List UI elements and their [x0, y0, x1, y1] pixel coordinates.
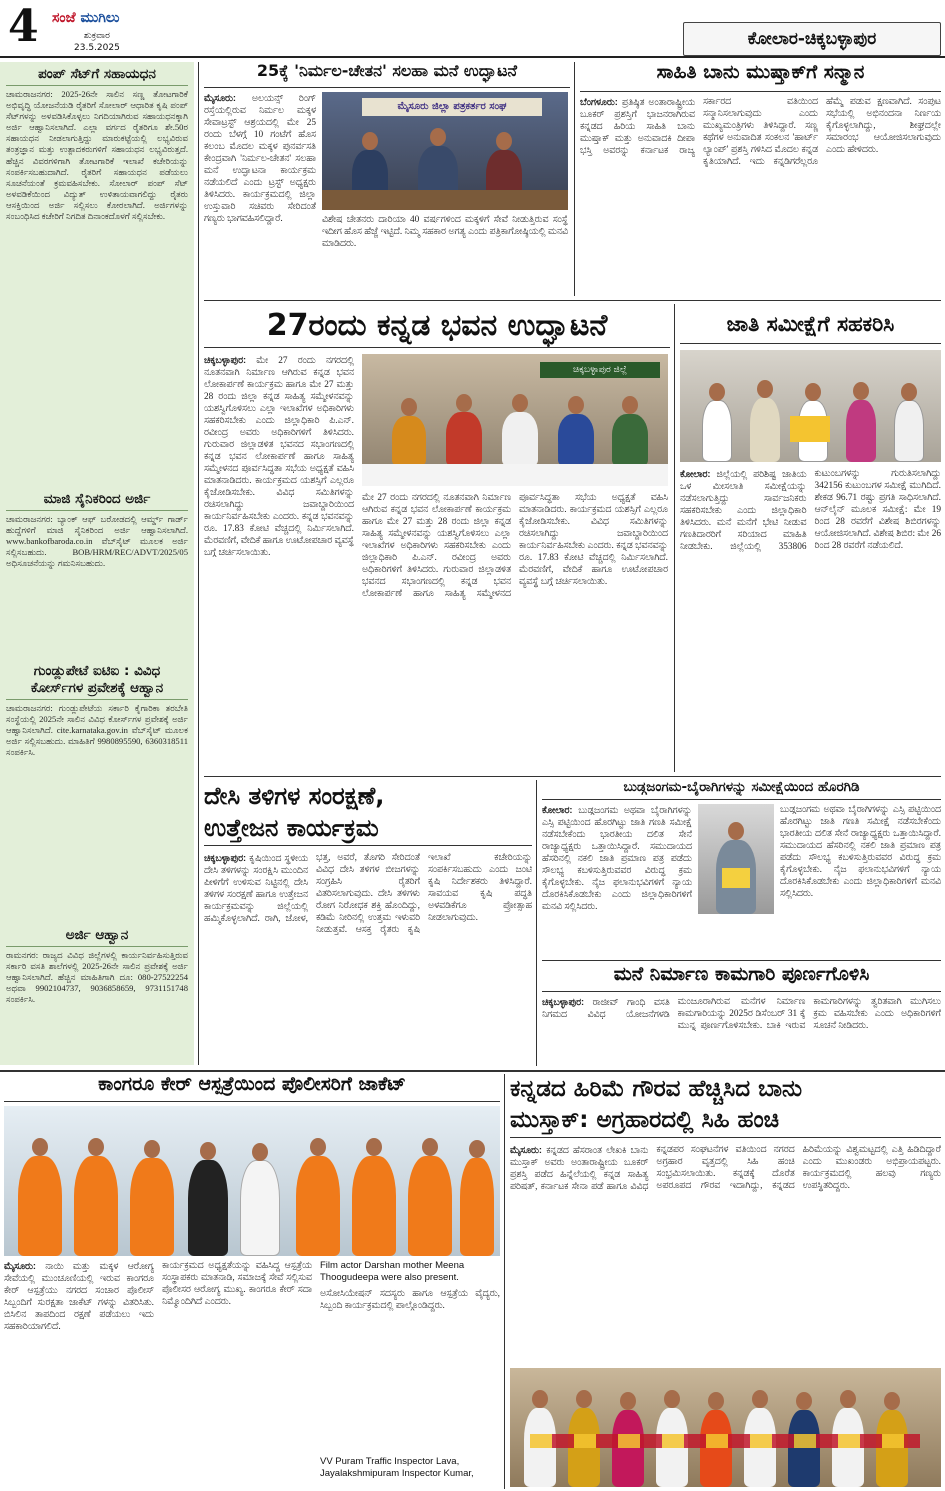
poster-strip — [530, 1434, 920, 1448]
article-headline: 27ರಂದು ಕನ್ನಡ ಭವನ ಉದ್ಘಾಟನೆ — [204, 304, 670, 348]
headline-line: ದೇಸಿ ತಳಿಗಳ ಸಂರಕ್ಷಣೆ, — [204, 782, 385, 810]
article-text — [510, 1144, 941, 1364]
row-rule — [204, 300, 941, 301]
photo-banner: ಮೈಸೂರು ಜಿಲ್ಲಾ ಪತ್ರಕರ್ತರ ಸಂಘ — [362, 98, 542, 116]
column-rule — [536, 780, 537, 1066]
article-text-part: ಅಲಯನ್ಸ್ ರಿಂಗ್ ರಸ್ತೆಯಲ್ಲಿರುವ ನಿರ್ಮಲ ಮಕ್ಕಳ ಸೇವಾಟ್ರಸ್ಟ್ ಆಶ್ರಯದಲ್ಲಿ ಮೇ 25 ರಂದು ಬೆಳಗ್ಗೆ 10 ಗಂಟೆಗೆ ಹೊಸ ಕಲಂಬ ಮೊದಲ ಮಕ್ಕಳ ಪುನರ್ವಸತಿ ಕೇಂದ್ರವಾಗಿ 'ನಿರ್ಮಲ-ಚೇತನ' ಸಲಹಾ ಮನೆ ಉದ್ಘಾಟನಾ ಕಾರ್ಯಕ್ರಮ ನಡೆಯಲಿದೆ ಎಂದು ಟ್ರಸ್ಟ್ ಅಧ್ಯಕ್ಷರು ತಿಳಿಸಿದರು. ಕಾರ್ಯಕ್ರಮದಲ್ಲಿ ಜಿಲ್ಲಾ ಉಸ್ತುವಾರಿ ಸಚಿವರು ಸೇರಿದಂತೆ ಗಣ್ಯರು ಭಾಗವಹಿಸಲಿದ್ದಾರೆ. — [204, 94, 316, 224]
article-text-part: ವಿಶೇಷ ಚೇತನರು ದಾರಿಯಾ 40 ವರ್ಷಗಳಿಂದ ಮಕ್ಕಳಿಗೆ ಸೇವೆ ನೀಡುತ್ತಿರುವ ಸಂಸ್ಥೆ ಇದೀಗ ಹೊಸ ಹೆಜ್ಜೆ ಇಟ್ಟಿದೆ. ನಿಮ್ಮ ಸಹಕಾರ ಅಗತ್ಯ ಎಂದು ಪತ್ರಿಕಾಗೋಷ್ಠಿಯಲ್ಲಿ ಮನವಿ ಮಾಡಿದರು. — [322, 215, 568, 249]
article-headline: ಜಾತಿ ಸಮೀಕ್ಷೆಗೆ ಸಹಕರಿಸಿ — [680, 304, 941, 344]
left-item-headline: ಮಾಜಿ ಸೈನಿಕರಿಂದ ಅರ್ಜಿ — [6, 487, 188, 511]
article-headline: ಸಾಹಿತಿ ಬಾನು ಮುಷ್ತಾಕ್‌ಗೆ ಸನ್ಮಾನ — [580, 62, 941, 92]
article-caste-survey — [680, 304, 941, 772]
article-nirmala — [204, 62, 570, 296]
column-rule — [198, 62, 199, 1065]
police-figure — [352, 1156, 396, 1256]
article-text — [204, 354, 354, 768]
article-kannada-bhavana — [204, 304, 670, 772]
article-dateline: ಚಿಕ್ಕಬಳ್ಳಾಪುರ: — [204, 853, 247, 863]
article-headline — [204, 780, 532, 846]
article-text-part: ನಾಯಿ ಮತ್ತು ಮಕ್ಕಳ ಆರೋಗ್ಯ ಸೇವೆಯಲ್ಲಿ ಮುಂಚೂಣಿಯಲ್ಲಿ ಇರುವ ಕಾಂಗರೂ ಕೇರ್ ಆಸ್ಪತ್ರೆಯು ನಗರದ ಸಂಚಾರ ಪೊಲೀಸ್ ಸಿಬ್ಬಂದಿಗೆ ಸುರಕ್ಷತಾ ಜಾಕೆಟ್ ಗಳನ್ನು ವಿತರಿಸಿತು. ಬಿಸಿಲಿನ ತಾಪದಿಂದ ರಕ್ಷಣೆ ಪಡೆಯಲು ಇದು ಸಹಕಾರಿಯಾಗಲಿದೆ. — [4, 1262, 154, 1332]
person-figure — [612, 1410, 644, 1487]
article-text-continued: ಮೇ 27 ರಂದು ನಗರದಲ್ಲಿ ನೂತನವಾಗಿ ನಿರ್ಮಾಣ ಆಗಿರುವ ಕನ್ನಡ ಭವನ ಲೋಕಾರ್ಪಣೆ ಕಾರ್ಯಕ್ರಮ ಹಾಗೂ ಮೇ 27 ಮತ್ತು 28 ರಂದು ಜಿಲ್ಲಾ ಕನ್ನಡ ಸಾಹಿತ್ಯ ಸಮ್ಮೇಳನವನ್ನು ಯಶಸ್ವಿಗೊಳಿಸಲು ಎಲ್ಲಾ ಇಲಾಖೆಗಳ ಅಧಿಕಾರಿಗಳು ಸಹಕರಿಸಬೇಕು ಎಂದು ಜಿಲ್ಲಾಧಿಕಾರಿ ಪಿ.ಎನ್. ರವೀಂದ್ರ ಅವರು ಅಧಿಕಾರಿಗಳಿಗೆ ತಿಳಿಸಿದರು. ಗುರುವಾರ ಜಿಲ್ಲಾಡಳಿತ ಭವನದ ಸಭಾಂಗಣದಲ್ಲಿ ಕನ್ನಡ ಭವನ ಲೋಕಾರ್ಪಣೆ ಹಾಗೂ ಸಾಹಿತ್ಯ ಸಮ್ಮೇಳನದ ಪೂರ್ವಸಿದ್ಧತಾ ಸಭೆಯ ಅಧ್ಯಕ್ಷತೆ ವಹಿಸಿ ಮಾತನಾಡಿದರು. ಕಾರ್ಯಕ್ರಮದ ಯಶಸ್ಸಿಗೆ ಎಲ್ಲರೂ ಕೈಜೋಡಿಸಬೇಕು. ವಿವಿಧ ಸಮಿತಿಗಳನ್ನು ರಚಿಸಲಾಗಿದ್ದು ಜವಾಬ್ದಾರಿಯಿಂದ ಕಾರ್ಯನಿರ್ವಹಿಸಬೇಕು ಎಂದರು. ಕನ್ನಡ ಭವನವನ್ನು ರೂ. 17.83 ಕೋಟಿ ವೆಚ್ಚದಲ್ಲಿ ನಿರ್ಮಿಸಲಾಗಿದೆ. ಮೆರವಣಿಗೆ, ವೇದಿಕೆ ಹಾಗೂ ಊಟೋಪಚಾರ ವ್ಯವಸ್ಥೆ ಬಗ್ಗೆ ಚರ್ಚಿಸಲಾಯಿತು. — [362, 493, 668, 599]
person-figure — [894, 400, 924, 462]
article-text — [580, 96, 941, 292]
left-item-text: ಚಾಮರಾಜನಗರ: ಬ್ಯಾಂಕ್ ಆಫ್ ಬರೋಡದಲ್ಲಿ ಆರ್ಮ್ಡ್ ಗಾರ್ಡ್ ಹುದ್ದೆಗಳಿಗೆ ಮಾಜಿ ಸೈನಿಕರಿಂದ ಅರ್ಜಿ ಆಹ್ವಾನಿಸಲಾಗಿದೆ. www.bankofbaroda.co.in ವೆಬ್‌ಸೈಟ್ ಮೂಲಕ ಅರ್ಜಿ ಸಲ್ಲಿಸಬಹುದು. BOB/HRM/REC/ADVT/2025/05 ಅಧಿಸೂಚನೆಯನ್ನು ಗಮನಿಸಬಹುದು. — [6, 514, 188, 569]
logo-part-2: ಮುಗಿಲು — [80, 10, 120, 26]
issue-date: 23.5.2025 — [74, 43, 120, 53]
article-text — [204, 852, 532, 1062]
memo-prop — [722, 868, 750, 888]
logo-part-1: ಸಂಜೆ — [52, 10, 76, 26]
row-rule — [0, 1070, 945, 1072]
english-caption: Film actor Darshan mother Meena Thoogudeepa were also present. — [320, 1260, 465, 1283]
article-text-part: ರಾಜೀವ್ ಗಾಂಧಿ ವಸತಿ ನಿಗಮದ ವಿವಿಧ ಯೋಜನೆಗಳಡಿ ಮಂಜೂರಾಗಿರುವ ಮನೆಗಳ ನಿರ್ಮಾಣ ಕಾಮಗಾರಿಯನ್ನು 2025ರ ಡಿಸೆಂಬರ್ 31 ಕ್ಕೆ ಮುನ್ನ ಪೂರ್ಣಗೊಳಿಸಬೇಕು. ಬಾಕಿ ಇರುವ ಕಾಮಗಾರಿಗಳನ್ನು ತ್ವರಿತವಾಗಿ ಮುಗಿಸಲು ಕ್ರಮ ವಹಿಸಬೇಕು ಎಂದು ಅಧಿಕಾರಿಗಳಿಗೆ ಸೂಚನೆ ನೀಡಿದರು. — [542, 997, 941, 1031]
column-rule — [574, 62, 575, 296]
police-figure — [460, 1158, 494, 1256]
article-headline: 25ಕ್ಕೆ 'ನಿರ್ಮಲ-ಚೇತನ' ಸಲಹಾ ಮನೆ ಉದ್ಘಾಟನೆ — [204, 62, 570, 88]
person-figure — [612, 414, 648, 466]
celebration-photo — [510, 1368, 941, 1487]
article-kangaroo-care — [4, 1074, 500, 1489]
english-caption: VV Puram Traffic Inspector Lava, Jayalakshmipuram Inspector Kumar, — [320, 1456, 474, 1479]
person-figure — [750, 398, 780, 462]
issue-date-block — [74, 30, 120, 54]
police-figure — [18, 1156, 62, 1256]
protester-photo — [698, 804, 774, 914]
column-rule — [674, 304, 675, 772]
person-figure — [188, 1160, 228, 1256]
newspaper-logo — [52, 6, 162, 30]
article-headline: ಕಾಂಗರೂ ಕೇರ್ ಆಸ್ಪತ್ರೆಯಿಂದ ಪೊಲೀಸರಿಗೆ ಜಾಕೆಟ್ — [4, 1074, 500, 1102]
article-headline: ಬುಡ್ಗಜಂಗಮ-ಬೈರಾಗಿಗಳನ್ನು ಸಮೀಕ್ಷೆಯಿಂದ ಹೊರಗಿಡಿ — [542, 780, 941, 800]
article-dateline: ಮೈಸೂರು: — [510, 1145, 543, 1155]
article-text-continued: ಅಸೋಸಿಯೇಷನ್ ಸದಸ್ಯರು ಹಾಗೂ ಆಸ್ಪತ್ರೆಯ ವೈದ್ಯರು, ಸಿಬ್ಬಂದಿ ಕಾರ್ಯಕ್ರಮದಲ್ಲಿ ಪಾಲ್ಗೊಂಡಿದ್ದರು. — [320, 1289, 500, 1311]
headline-line: ಕನ್ನಡದ ಹಿರಿಮೆ ಗೌರವ ಹೆಚ್ಚಿಸಿದ ಬಾನು — [510, 1076, 803, 1102]
poster-prop — [790, 416, 830, 442]
article-text-part: ಪ್ರತಿಷ್ಠಿತ ಅಂತಾರಾಷ್ಟ್ರೀಯ ಬೂಕರ್ ಪ್ರಶಸ್ತಿಗೆ ಭಾಜನರಾಗಿರುವ ಕನ್ನಡದ ಹಿರಿಯ ಸಾಹಿತಿ ಬಾನು ಮುಷ್ತಾಕ್ ಮತ್ತು ಅನುವಾದಕಿ ದೀಪಾ ಭಸ್ತಿ ಅವರನ್ನು ಕರ್ನಾಟಕ ರಾಜ್ಯ ಸರ್ಕಾರದ ವತಿಯಿಂದ ಸನ್ಮಾನಿಸಲಾಗುವುದು ಎಂದು ಮುಖ್ಯಮಂತ್ರಿಗಳು ತಿಳಿಸಿದ್ದಾರೆ. ಸಣ್ಣ ಕಥೆಗಳ ಅನುವಾದಿತ ಸಂಕಲನ 'ಹಾರ್ಟ್ ಲ್ಯಾಂಪ್' ಪ್ರಶಸ್ತಿ ಗಳಿಸಿದ ಮೊದಲ ಕನ್ನಡ ಕೃತಿಯಾಗಿದೆ. ಇದು ಕನ್ನಡಿಗರೆಲ್ಲರೂ ಹೆಮ್ಮೆ ಪಡುವ ಕ್ಷಣವಾಗಿದೆ. ಸಂಪುಟ ಸಭೆಯಲ್ಲಿ ಅಭಿನಂದನಾ ನಿರ್ಣಯ ಕೈಗೊಳ್ಳಲಾಗಿದ್ದು, ಶೀಘ್ರದಲ್ಲೇ ಸಮಾರಂಭ ಆಯೋಜಿಸಲಾಗುವುದು ಎಂದು ಹೇಳಿದರು. — [580, 97, 941, 167]
left-item-text: ಚಾಮರಾಜನಗರ: 2025-26ನೇ ಸಾಲಿನ ಸಣ್ಣ ತೋಟಗಾರಿಕೆ ಅಭಿವೃದ್ಧಿ ಯೋಜನೆಯಡಿ ರೈತರಿಗೆ ಸೋಲಾರ್ ಆಧಾರಿತ ಕೃಷಿ ಪಂಪ್ ಸೆಟ್‌ಗಳನ್ನು ಅಳವಡಿಸಿಕೊಳ್ಳಲು ನಿಗದಿಯಾಗಿರುವ ಸಹಾಯಧನಕ್ಕಾಗಿ ಅರ್ಜಿ ಆಹ್ವಾನಿಸಲಾಗಿದೆ. ಎಲ್ಲಾ ವರ್ಗದ ರೈತರಿಗೂ ಶೇ.50ರ ಸಹಾಯಧನ ನೀಡಲಾಗುತ್ತಿದ್ದು ಮಾರುಕಟ್ಟೆಯಲ್ಲಿ ಲಭ್ಯವಿರುವ ತಂತ್ರಜ್ಞಾನ ಮತ್ತು ಉತ್ಪಾದಕರುಗಳಿಗೆ ಸಹಾಯಧನ ಲಭ್ಯವಿರುತ್ತದೆ. ಹೆಚ್ಚಿನ ವಿವರಗಳಿಗಾಗಿ ತೋಟಗಾರಿಕೆ ಇಲಾಖೆ ಕಚೇರಿಯನ್ನು ಸಂಪರ್ಕಿಸಬಹುದಾಗಿದೆ. ರೈತರಿಗೆ ಸಹಾಯಧನ ಪಡೆಯಲು ಸೂಚನೆಯಂತೆ ಕ್ರಮವಹಿಸಬೇಕು. ಸೋಲಾರ್ ಪಂಪ್ ಸೆಟ್ ಅಳವಡಿಕೆಯಿಂದ ವಿದ್ಯುತ್ ಉಳಿತಾಯವಾಗಲಿದ್ದು ರೈತರು ಆಸಕ್ತಿಯಿಂದ ಅರ್ಜಿ ಸಲ್ಲಿಸಲು ಕೋರಲಾಗಿದೆ. ಅರ್ಜಿಗಳನ್ನು ಸಂಬಂಧಿಸಿದ ಕಚೇರಿಗೆ ನಿಗದಿತ ದಿನಾಂಕದೊಳಗೆ ಸಲ್ಲಿಸಬೇಕು. — [6, 89, 188, 222]
article-sidebar-text — [320, 1260, 500, 1486]
police-figure — [74, 1156, 118, 1256]
article-text — [542, 804, 692, 954]
person-figure — [446, 412, 482, 466]
police-figure — [130, 1158, 174, 1256]
masthead — [0, 0, 945, 58]
person-figure — [702, 400, 732, 462]
article-banu-celebration — [510, 1074, 941, 1489]
press-meet-photo — [322, 92, 568, 210]
person-figure — [876, 1410, 908, 1487]
person-figure — [502, 412, 538, 466]
article-text — [4, 1260, 154, 1486]
page-number: 4 — [8, 1, 39, 52]
left-item-text: ಚಾಮರಾಜನಗರ: ಗುಂಡ್ಲುಪೇಟೆಯ ಸರ್ಕಾರಿ ಕೈಗಾರಿಕಾ ತರಬೇತಿ ಸಂಸ್ಥೆಯಲ್ಲಿ 2025ನೇ ಸಾಲಿನ ವಿವಿಧ ಕೋರ್ಸ್‌ಗಳ ಪ್ರವೇಶಕ್ಕೆ ಅರ್ಜಿ ಆಹ್ವಾನಿಸಲಾಗಿದೆ. cite.karnataka.gov.in ವೆಬ್‌ಸೈಟ್ ಮೂಲಕ ಅರ್ಜಿ ಸಲ್ಲಿಸಬಹುದು. ಮಾಹಿತಿಗೆ 9980895590, 6360318511 ಸಂಪರ್ಕಿಸಿ. — [6, 703, 188, 758]
article-text-part: ಮೇ 27 ರಂದು ನಗರದಲ್ಲಿ ನೂತನವಾಗಿ ನಿರ್ಮಾಣ ಆಗಿರುವ ಕನ್ನಡ ಭವನ ಲೋಕಾರ್ಪಣೆ ಕಾರ್ಯಕ್ರಮ ಹಾಗೂ ಮೇ 27 ಮತ್ತು 28 ರಂದು ಜಿಲ್ಲಾ ಕನ್ನಡ ಸಾಹಿತ್ಯ ಸಮ್ಮೇಳನವನ್ನು ಯಶಸ್ವಿಗೊಳಿಸಲು ಎಲ್ಲಾ ಇಲಾಖೆಗಳ ಅಧಿಕಾರಿಗಳು ಸಹಕರಿಸಬೇಕು ಎಂದು ಜಿಲ್ಲಾಧಿಕಾರಿ ಪಿ.ಎನ್. ರವೀಂದ್ರ ಅವರು ಅಧಿಕಾರಿಗಳಿಗೆ ತಿಳಿಸಿದರು. ಗುರುವಾರ ಜಿಲ್ಲಾಡಳಿತ ಭವನದ ಸಭಾಂಗಣದಲ್ಲಿ ಕನ್ನಡ ಭವನ ಲೋಕಾರ್ಪಣೆ ಹಾಗೂ ಸಾಹಿತ್ಯ ಸಮ್ಮೇಳನದ ಪೂರ್ವಸಿದ್ಧತಾ ಸಭೆಯ ಅಧ್ಯಕ್ಷತೆ ವಹಿಸಿ ಮಾತನಾಡಿದರು. ಕಾರ್ಯಕ್ರಮದ ಯಶಸ್ಸಿಗೆ ಎಲ್ಲರೂ ಕೈಜೋಡಿಸಬೇಕು. ವಿವಿಧ ಸಮಿತಿಗಳನ್ನು ರಚಿಸಲಾಗಿದ್ದು ಜವಾಬ್ದಾರಿಯಿಂದ ಕಾರ್ಯನಿರ್ವಹಿಸಬೇಕು ಎಂದರು. ಕನ್ನಡ ಭವನವನ್ನು ರೂ. 17.83 ಕೋಟಿ ವೆಚ್ಚದಲ್ಲಿ ನಿರ್ಮಿಸಲಾಗಿದೆ. ಮೆರವಣಿಗೆ, ವೇದಿಕೆ ಹಾಗೂ ಊಟೋಪಚಾರ ವ್ಯವಸ್ಥೆ ಬಗ್ಗೆ ಚರ್ಚಿಸಲಾಯಿತು. — [204, 356, 354, 558]
headline-line: ಉತ್ತೇಜನ ಕಾರ್ಯಕ್ರಮ — [204, 814, 379, 842]
article-text-continued: ಕಾರ್ಯಕ್ರಮದ ಅಧ್ಯಕ್ಷತೆಯನ್ನು ವಹಿಸಿದ್ದ ಆಸ್ಪತ್ರೆಯ ಸಂಸ್ಥಾಪಕರು ಮಾತನಾಡಿ, ಸಮಾಜಕ್ಕೆ ಸೇವೆ ಸಲ್ಲಿಸುವ ಪೊಲೀಸರ ಆರೋಗ್ಯ ಮುಖ್ಯ. ಕಾಂಗರೂ ಕೇರ್ ಸದಾ ನಿಮ್ಮೊಂದಿಗಿದೆ ಎಂದರು. — [162, 1261, 312, 1307]
article-text-part: ಕೃಷಿಯಿಂದ ಸ್ಥಳೀಯ ದೇಸಿ ತಳಿಗಳನ್ನು ಸಂರಕ್ಷಿಸಿ ಮುಂದಿನ ಪೀಳಿಗೆಗೆ ಉಳಿಸುವ ನಿಟ್ಟಿನಲ್ಲಿ ದೇಸಿ ತಳಿಗಳ ಸಂರಕ್ಷಣೆ ಹಾಗೂ ಉತ್ತೇಜನ ಕಾರ್ಯಕ್ರಮವನ್ನು ಜಿಲ್ಲೆಯಲ್ಲಿ ಹಮ್ಮಿಕೊಳ್ಳಲಾಗಿದೆ. ರಾಗಿ, ಜೋಳ, ಭತ್ತ, ಅವರೆ, ತೊಗರಿ ಸೇರಿದಂತೆ ವಿವಿಧ ದೇಸಿ ತಳಿಗಳ ಬೀಜಗಳನ್ನು ಸಂಗ್ರಹಿಸಿ ರೈತರಿಗೆ ವಿತರಿಸಲಾಗುವುದು. ದೇಸಿ ತಳಿಗಳು ರೋಗ ನಿರೋಧಕ ಶಕ್ತಿ ಹೊಂದಿದ್ದು, ಕಡಿಮೆ ನೀರಿನಲ್ಲಿ ಉತ್ತಮ ಇಳುವರಿ ನೀಡುತ್ತವೆ. ಆಸಕ್ತ ರೈತರು ಕೃಷಿ ಇಲಾಖೆ ಕಚೇರಿಯನ್ನು ಸಂಪರ್ಕಿಸಬಹುದು ಎಂದು ಜಂಟಿ ಕೃಷಿ ನಿರ್ದೇಶಕರು ತಿಳಿಸಿದ್ದಾರೆ. ಸಾವಯವ ಕೃಷಿ ಪದ್ಧತಿ ಅಳವಡಿಕೆಗೂ ಪ್ರೋತ್ಸಾಹ ನೀಡಲಾಗುವುದು. — [204, 853, 532, 935]
left-item-text: ರಾಮನಗರ: ರಾಜ್ಯದ ವಿವಿಧ ಜಿಲ್ಲೆಗಳಲ್ಲಿ ಕಾರ್ಯನಿರ್ವಹಿಸುತ್ತಿರುವ ಸರ್ಕಾರಿ ವಸತಿ ಶಾಲೆಗಳಲ್ಲಿ 2025-26ನೇ ಸಾಲಿನ ಪ್ರವೇಶಕ್ಕೆ ಅರ್ಜಿ ಆಹ್ವಾನಿಸಲಾಗಿದೆ. ಹೆಚ್ಚಿನ ಮಾಹಿತಿಗಾಗಿ ದೂ: 080-27522254 ಅಥವಾ 9902104737, 9036858659, 9731151748 ಸಂಪರ್ಕಿಸಿ. — [6, 950, 188, 1005]
article-housing — [542, 964, 941, 1066]
meeting-photo — [362, 354, 668, 486]
issue-day: ಶುಕ್ರವಾರ — [83, 31, 110, 41]
jacket-distribution-photo — [4, 1106, 500, 1256]
article-text — [542, 996, 941, 1064]
article-headline: ಮನೆ ನಿರ್ಮಾಣ ಕಾಮಗಾರಿ ಪೂರ್ಣಗೊಳಿಸಿ — [542, 964, 941, 992]
article-dateline: ಬೆಂಗಳೂರು: — [580, 97, 618, 107]
person-figure — [846, 400, 876, 462]
article-budgajangama — [542, 780, 941, 958]
column-rule — [504, 1074, 505, 1489]
row-rule — [542, 960, 941, 961]
article-dateline: ಮೈಸೂರು: — [4, 1261, 37, 1271]
article-dateline: ಚಿಕ್ಕಬಳ್ಳಾಪುರ: — [204, 355, 247, 365]
person-figure — [240, 1160, 280, 1256]
article-dateline: ಮೈಸೂರು: — [204, 93, 237, 103]
article-text-part: ಜಿಲ್ಲೆಯಲ್ಲಿ ಪರಿಶಿಷ್ಟ ಜಾತಿಯ ಒಳ ಮೀಸಲಾತಿ ಸಮೀಕ್ಷೆಯನ್ನು ನಡೆಸಲಾಗುತ್ತಿದ್ದು ಸಾರ್ವಜನಿಕರು ಸಹಕರಿಸಬೇಕು ಎಂದು ಜಿಲ್ಲಾಧಿಕಾರಿ ತಿಳಿಸಿದರು. ಮನೆ ಮನೆಗೆ ಭೇಟಿ ನೀಡುವ ಗಣತಿದಾರರಿಗೆ ಸರಿಯಾದ ಮಾಹಿತಿ ನೀಡಬೇಕು. ಜಿಲ್ಲೆಯಲ್ಲಿ 353806 ಕುಟುಂಬಗಳನ್ನು ಗುರುತಿಸಲಾಗಿದ್ದು 342156 ಕುಟುಂಬಗಳ ಸಮೀಕ್ಷೆ ಮುಗಿದಿದೆ. ಶೇಕಡ 96.71 ರಷ್ಟು ಪ್ರಗತಿ ಸಾಧಿಸಲಾಗಿದೆ. ಆನ್‌ಲೈನ್ ಮೂಲಕ ಸಮೀಕ್ಷೆ: ಮೇ 19 ರಿಂದ 28 ರವರೆಗೆ ವಿಶೇಷ ಶಿಬಿರಗಳನ್ನು ಆಯೋಜಿಸಲಾಗಿದೆ. ವಿಶೇಷ ಶಿಬಿರ: ಮೇ 26 ರಿಂದ 28 ರವರೆಗೆ ನಡೆಯಲಿದೆ. — [680, 469, 941, 552]
article-native-breeds — [204, 780, 532, 1066]
person-figure — [558, 414, 594, 466]
article-banu-honour — [580, 62, 941, 296]
article-text-continued: ಬುಡ್ಗಜಂಗಮ ಅಥವಾ ಬೈರಾಗಿಗಳನ್ನು ಎಸ್ಸಿ ಪಟ್ಟಿಯಿಂದ ಹೊರಗಿಟ್ಟು ಜಾತಿ ಗಣತಿ ಸಮೀಕ್ಷೆ ನಡೆಸಬೇಕೆಂದು ಭಾರತೀಯ ದಲಿತ ಸೇನೆ ರಾಜ್ಯಾಧ್ಯಕ್ಷರು ಒತ್ತಾಯಿಸಿದ್ದಾರೆ. ಸಮುದಾಯದ ಹೆಸರಿನಲ್ಲಿ ನಕಲಿ ಜಾತಿ ಪ್ರಮಾಣ ಪತ್ರ ಪಡೆದು ಸೌಲಭ್ಯ ಕಬಳಿಸುತ್ತಿರುವವರ ವಿರುದ್ಧ ಕ್ರಮ ಕೈಗೊಳ್ಳಬೇಕು. ನೈಜ ಫಲಾನುಭವಿಗಳಿಗೆ ನ್ಯಾಯ ದೊರಕಿಸಿಕೊಡಬೇಕು ಎಂದು ಜಿಲ್ಲಾಧಿಕಾರಿಗಳಿಗೆ ಮನವಿ ಸಲ್ಲಿಸಿದರು. — [780, 805, 941, 899]
article-dateline: ಕೋಲಾರ: — [542, 805, 573, 815]
article-text-part: ಬುಡ್ಗಜಂಗಮ ಅಥವಾ ಬೈರಾಗಿಗಳನ್ನು ಎಸ್ಸಿ ಪಟ್ಟಿಯಿಂದ ಹೊರಗಿಟ್ಟು ಜಾತಿ ಗಣತಿ ಸಮೀಕ್ಷೆ ನಡೆಸಬೇಕೆಂದು ಭಾರತೀಯ ದಲಿತ ಸೇನೆ ರಾಜ್ಯಾಧ್ಯಕ್ಷರು ಒತ್ತಾಯಿಸಿದ್ದಾರೆ. ಸಮುದಾಯದ ಹೆಸರಿನಲ್ಲಿ ನಕಲಿ ಜಾತಿ ಪ್ರಮಾಣ ಪತ್ರ ಪಡೆದು ಸೌಲಭ್ಯ ಕಬಳಿಸುತ್ತಿರುವವರ ವಿರುದ್ಧ ಕ್ರಮ ಕೈಗೊಳ್ಳಬೇಕು. ನೈಜ ಫಲಾನುಭವಿಗಳಿಗೆ ನ್ಯಾಯ ದೊರಕಿಸಿಕೊಡಬೇಕು ಎಂದು ಜಿಲ್ಲಾಧಿಕಾರಿಗಳಿಗೆ ಮನವಿ ಸಲ್ಲಿಸಿದರು. — [542, 806, 692, 912]
person-figure — [392, 416, 426, 466]
section-banner: ಕೋಲಾರ-ಚಿಕ್ಕಬಳ್ಳಾಪುರ — [683, 22, 941, 56]
article-headline — [510, 1074, 941, 1138]
person-figure — [788, 1410, 820, 1487]
person-figure — [700, 1410, 732, 1487]
article-text-part: ಕನ್ನಡದ ಹೆಸರಾಂತ ಲೇಖಕಿ ಬಾನು ಮುಸ್ತಾಕ್ ಅವರು ಅಂತಾರಾಷ್ಟ್ರೀಯ ಬೂಕರ್ ಪ್ರಶಸ್ತಿ ಪಡೆದ ಹಿನ್ನೆಲೆಯಲ್ಲಿ ಕನ್ನಡ ಸಾಹಿತ್ಯ ಪರಿಷತ್, ಕರ್ನಾಟಕ ಸೇನಾ ಪಡೆ ಹಾಗೂ ವಿವಿಧ ಕನ್ನಡಪರ ಸಂಘಟನೆಗಳ ವತಿಯಿಂದ ನಗರದ ಅಗ್ರಹಾರ ವೃತ್ತದಲ್ಲಿ ಸಿಹಿ ಹಂಚಿ ಸಂಭ್ರಮಿಸಲಾಯಿತು. ಕನ್ನಡಕ್ಕೆ ದೊರೆತ ಅಪರೂಪದ ಗೌರವ ಇದಾಗಿದ್ದು, ಕನ್ನಡದ ಹಿರಿಮೆಯನ್ನು ವಿಶ್ವಮಟ್ಟದಲ್ಲಿ ಎತ್ತಿ ಹಿಡಿದಿದ್ದಾರೆ ಎಂದು ಮುಖಂಡರು ಅಭಿಪ್ರಾಯಪಟ್ಟರು. ಕಾರ್ಯಕ್ರಮದಲ್ಲಿ ಹಲವು ಗಣ್ಯರು ಉಪಸ್ಥಿತರಿದ್ದರು. — [510, 1145, 941, 1192]
article-dateline: ಚಿಕ್ಕಬಳ್ಳಾಪುರ: — [542, 997, 585, 1007]
article-dateline: ಕೋಲಾರ: — [680, 469, 711, 479]
headline-line: ಮುಸ್ತಾಕ್: ಅಗ್ರಹಾರದಲ್ಲಿ ಸಿಹಿ ಹಂಚಿ — [510, 1107, 780, 1133]
photo-banner: ಚಿಕ್ಕಬಳ್ಳಾಪುರ ಜಿಲ್ಲೆ — [540, 362, 660, 378]
left-item-headline: ಪಂಪ್ ಸೆಟ್‌ಗೆ ಸಹಾಯಧನ — [6, 62, 188, 86]
article-text — [204, 92, 316, 292]
row-rule — [204, 776, 941, 777]
left-news-column — [0, 62, 194, 1065]
police-figure — [296, 1156, 340, 1256]
left-item-headline: ಗುಂಡ್ಲುಪೇಟೆ ಐಟಿಐ : ವಿವಿಧ ಕೋರ್ಸ್‌ಗಳ ಪ್ರವೇಶಕ್ಕೆ ಆಹ್ವಾನ — [6, 659, 188, 700]
article-text — [680, 468, 941, 768]
survey-launch-photo — [680, 350, 941, 462]
left-item-headline: ಅರ್ಜಿ ಆಹ್ವಾನ — [6, 923, 188, 947]
police-figure — [408, 1156, 452, 1256]
